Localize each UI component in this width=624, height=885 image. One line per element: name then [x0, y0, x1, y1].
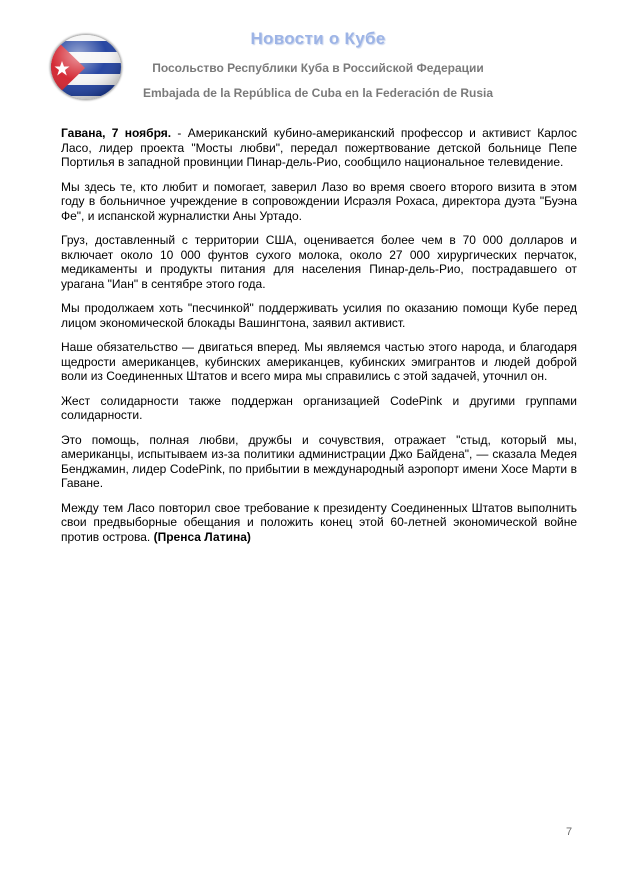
- paragraph-text: - Американский кубино-американский профессор и активист Карлос Ласо, лидер проекта "Мосты любви", передал пожертвование детской больнице Пепе Портилья в западной провинции Пинар-дель-Рио, сообщило национальное телевидение.: [61, 126, 577, 169]
- embassy-name-es: Embajada de la República de Cuba en la Federación de Rusia: [142, 86, 494, 100]
- article-paragraph: [61, 433, 577, 491]
- embassy-name-ru: Посольство Республики Куба в Российской Федерации: [152, 61, 484, 75]
- masthead: [0, 0, 624, 110]
- paragraph-text: Груз, доставленный с территории США, оценивается более чем в 70 000 долларов и включает около 10 000 фунтов сухого молока, около 27 000 хирургических перчаток, медикаменты и продукты питания для населения Пинар-дель-Рио, пострадавшего от урагана "Иан" в сентябре этого года.: [61, 233, 577, 291]
- paragraph-text: Это помощь, полная любви, дружбы и сочувствия, отражает "стыд, который мы, американцы, испытываем из-за политики администрации Джо Байдена", — сказала Медея Бенджамин, лидер CodePink, по прибытии в международный аэропорт имени Хосе Марти в Гаване.: [61, 432, 577, 490]
- paragraph-text: Мы продолжаем хоть "песчинкой" поддерживать усилия по оказанию помощи Кубе перед лицом экономической блокады Вашингтона, заявил активист.: [61, 301, 577, 330]
- article-paragraph: [61, 126, 577, 170]
- paragraph-text: Мы здесь те, кто любит и помогает, заверил Лазо во время своего второго визита в этом году в больничное учреждение в сопровождении Исраэля Рохаса, директора дуэта "Буэна Фе", и испанской журналистки Аны Уртадо.: [61, 179, 577, 223]
- article-paragraph: [61, 340, 577, 384]
- news-source: (Пренса Латина): [153, 529, 251, 544]
- article-paragraph: [61, 301, 577, 330]
- page-number: 7: [566, 826, 573, 838]
- article-paragraph: [61, 501, 577, 545]
- paragraph-text: Жест солидарности также поддержан организацией CodePink и другими группами солидарности.: [61, 393, 577, 422]
- dateline: Гавана, 7 ноября.: [61, 126, 172, 140]
- paragraph-text: Наше обязательство — двигаться вперед. Мы являемся частью этого народа, и благодаря щедрости американцев, кубинских американцев, кубинских эмигрантов и людей доброй воли из Соединенных Штатов и всего мира мы справились с этой задачей, уточнил он.: [61, 340, 577, 383]
- article-paragraph: [61, 394, 577, 423]
- article-paragraph: [61, 180, 577, 224]
- masthead-title: Новости о Кубе: [250, 29, 386, 48]
- paragraph-text: Между тем Ласо повторил свое требование к президенту Соединенных Штатов выполнить свои предвыборные обещания и положить конец этой 60-летней экономической войне против острова.: [61, 500, 577, 544]
- article-paragraph: [61, 233, 577, 291]
- article-body: [61, 126, 577, 554]
